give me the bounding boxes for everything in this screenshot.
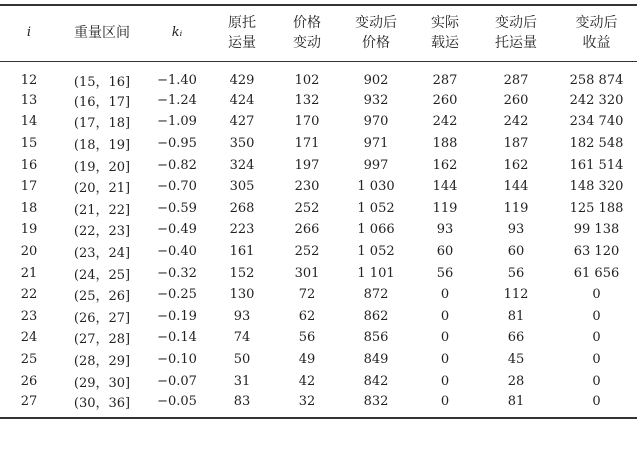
table-cell: 56 [436,265,454,281]
table-cell: (17，18] [73,116,131,132]
table-cell: −1.24 [157,92,197,108]
table-cell: 171 [294,135,320,151]
table-cell: (25，26] [73,289,131,305]
table-cell: −0.10 [157,351,197,367]
table-cell: 14 [20,114,38,130]
table-cell: 862 [363,308,389,324]
table-cell: 60 [436,243,454,259]
table-cell: −0.70 [157,179,197,195]
header-cell-original-volume: 原托 运量 [228,15,256,52]
table-cell: 872 [363,287,389,303]
table-cell: (19，20] [73,159,131,175]
table-cell: 61 656 [573,265,620,281]
table-cell: 62 [298,308,316,324]
table-cell: 242 [503,114,529,130]
header-cell-price-change: 价格 变动 [293,15,321,52]
header-row [0,5,637,61]
table-cell: 63 120 [573,243,620,259]
table-cell: 234 740 [569,114,624,130]
table-cell: 15 [20,135,38,151]
table-cell: 49 [298,351,316,367]
table-row [0,111,637,133]
table-cell: (30，36] [73,395,131,411]
table-cell: 83 [233,393,251,409]
table-cell: (20，21] [73,181,131,197]
table-cell: (28，29] [73,353,131,369]
table-cell: 258 874 [569,72,624,88]
table-row [0,90,637,112]
table-cell: 424 [229,92,255,108]
table-cell: 66 [507,330,525,346]
table-cell: −1.09 [157,114,197,130]
table-cell: 0 [592,351,601,367]
table-cell: 13 [20,92,38,108]
table-cell: 56 [507,265,525,281]
table-cell: 223 [229,222,255,238]
table-cell: 72 [298,287,316,303]
table-cell: (22，23] [73,224,131,240]
table-cell: 287 [503,72,529,88]
table-cell: 130 [229,287,255,303]
table-cell: 268 [229,200,255,216]
table-cell: 849 [363,351,389,367]
table-cell: (15，16] [73,74,131,90]
table-cell: 162 [503,157,529,173]
table-cell: 18 [20,200,38,216]
table-cell: 161 514 [569,157,624,173]
table-row [0,197,637,219]
table-cell: 902 [363,72,389,88]
table-cell: 187 [503,135,529,151]
header-cell-weight-interval: 重量区间 [74,25,130,42]
table-cell: −0.82 [157,157,197,173]
table-cell: 252 [294,243,320,259]
header-cell-new-revenue: 变动后 收益 [575,15,618,52]
table-cell: 28 [507,373,525,389]
table-cell: 93 [233,308,251,324]
table-cell: 0 [592,393,601,409]
table-cell: (26，27] [73,310,131,326]
table-cell: (24，25] [73,267,131,283]
table-cell: 19 [20,222,38,238]
table-cell: 170 [294,114,320,130]
table-cell: 0 [440,393,450,409]
table-cell: −0.07 [157,373,197,389]
table-cell: −0.05 [157,393,197,409]
table-cell: 32 [298,393,316,409]
table-cell: 0 [592,308,601,324]
table-cell: 20 [20,243,38,259]
table-cell: 0 [592,287,601,303]
table-row [0,262,637,284]
table-row [0,241,637,263]
table-cell: 125 188 [569,200,624,216]
table-cell: 252 [294,200,320,216]
table-cell: 152 [229,265,255,281]
table-cell: −0.14 [157,330,197,346]
table-cell: 266 [294,222,320,238]
table-cell: 26 [20,373,38,389]
table-cell: 230 [294,179,320,195]
table-cell: 260 [503,92,529,108]
table-cell: 93 [436,222,454,238]
table-cell: 23 [20,308,38,324]
table-cell: (23，24] [73,245,131,261]
table-cell: 22 [20,287,38,303]
table-cell: 162 [432,157,458,173]
table-cell: −0.59 [157,200,197,216]
table-cell: −0.95 [157,135,197,151]
table-cell: 0 [440,287,450,303]
table-cell: 50 [233,351,251,367]
table-row [0,176,637,198]
table-row [0,305,637,327]
table-cell: 27 [20,393,38,409]
header-cell-k: kᵢ [171,25,183,41]
table-cell: 1 101 [357,265,395,281]
table-cell: 242 320 [569,92,624,108]
table-cell: 287 [432,72,458,88]
table-cell: 350 [229,135,255,151]
table-cell: 197 [294,157,320,173]
table-cell: 0 [592,373,601,389]
table-cell: −1.40 [157,72,197,88]
table-body [0,61,637,418]
table-cell: 932 [363,92,389,108]
table-cell: 324 [229,157,255,173]
table-cell: 0 [440,373,450,389]
table-row [0,61,637,90]
table-cell: 161 [229,243,255,259]
table-cell: 1 030 [357,179,395,195]
table-cell: (27，28] [73,332,131,348]
table-cell: 1 052 [357,200,395,216]
table-cell: 144 [432,179,458,195]
table-cell: 1 066 [357,222,395,238]
table-cell: 56 [298,330,316,346]
table-cell: 301 [294,265,320,281]
header-cell-i: i [26,25,32,41]
table-cell: 0 [440,351,450,367]
header-cell-new-price: 变动后 价格 [355,15,397,52]
table-cell: (16，17] [73,94,131,110]
table-cell: 842 [363,373,389,389]
table-cell: 102 [294,72,320,88]
table-cell: 0 [440,330,450,346]
table-row [0,327,637,349]
table-cell: 1 052 [357,243,395,259]
table-row [0,349,637,371]
table-cell: 144 [503,179,529,195]
table-cell: −0.25 [157,287,197,303]
table-cell: 188 [432,135,458,151]
table-cell: 0 [440,308,450,324]
table-cell: 971 [363,135,389,151]
table-cell: −0.49 [157,222,197,238]
table-cell: 93 [507,222,525,238]
table-cell: 17 [20,179,38,195]
table-cell: 24 [20,330,38,346]
table-cell: 31 [233,373,251,389]
table-row [0,219,637,241]
table-cell: 16 [20,157,38,173]
table-cell: 182 548 [569,135,624,151]
table-cell: −0.40 [157,243,197,259]
table-cell: 81 [507,308,525,324]
table-cell: 74 [233,330,251,346]
table-row [0,154,637,176]
table-cell: 112 [503,287,529,303]
table-cell: (21，22] [73,202,131,218]
table-cell: 25 [20,351,38,367]
table-cell: 305 [229,179,255,195]
table-cell: 427 [229,114,255,130]
table-cell: 242 [432,114,458,130]
header-cell-actual-load: 实际 载运 [431,15,459,52]
table-cell: 119 [432,200,458,216]
table-cell: 970 [363,114,389,130]
table-cell: 21 [20,265,38,281]
table-cell: 42 [298,373,316,389]
header-cell-new-volume: 变动后 托运量 [495,15,537,52]
table-cell: 60 [507,243,525,259]
table-cell: −0.19 [157,308,197,324]
table-cell: 45 [507,351,525,367]
table-row [0,284,637,306]
table-cell: 119 [503,200,529,216]
table-cell: 856 [363,330,389,346]
table-cell: 997 [363,157,389,173]
table-row [0,370,637,392]
table-cell: (29，30] [73,375,131,391]
table-cell: 0 [592,330,601,346]
table-cell: 12 [20,72,38,88]
table-cell: 832 [363,393,389,409]
table-row [0,133,637,155]
table-cell: 81 [507,393,525,409]
table-cell: 260 [432,92,458,108]
table-cell: 148 320 [569,179,624,195]
data-table [0,4,637,419]
table-cell: −0.32 [157,265,197,281]
table-cell: (18，19] [73,137,131,153]
table-cell: 99 138 [573,222,620,238]
table-row [0,392,637,418]
table-cell: 429 [229,72,255,88]
table-cell: 132 [294,92,320,108]
